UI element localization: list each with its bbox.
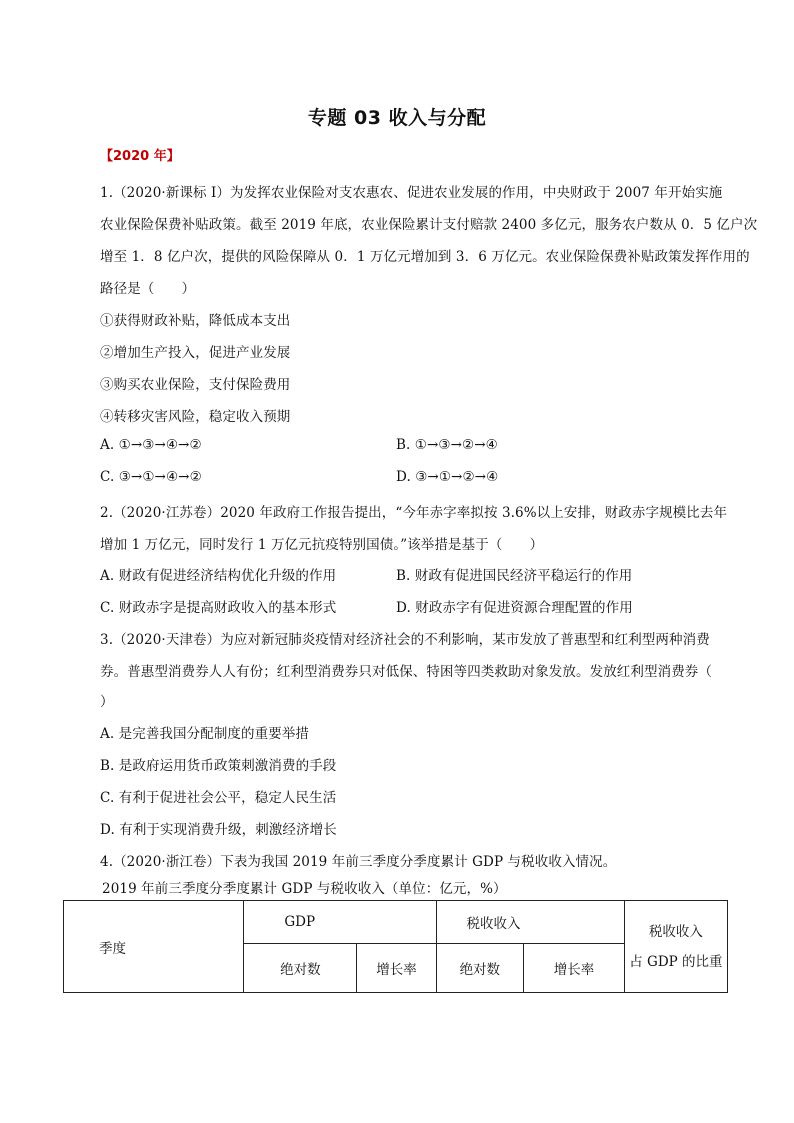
q1-stem-line: 路径是（ ） <box>100 281 196 297</box>
header-ratio <box>624 901 727 993</box>
q3-option-a: A. 是完善我国分配制度的重要举措 <box>100 726 310 742</box>
header-gdp: GDP <box>244 901 436 944</box>
q1-option-d: D. ③→①→②→④ <box>396 469 499 485</box>
q2-stem-line: 2.（2020·江苏卷）2020 年政府工作报告提出，“今年赤字率拟按 3.6%以上安排，财政赤字规模比去年 <box>100 505 728 521</box>
header-tax-absolute: 绝对数 <box>436 944 524 993</box>
q3-stem-line: ） <box>100 694 114 710</box>
q4-stem: 4.（2020·浙江卷）下表为我国 2019 年前三季度分季度累计 GDP 与税收收入情况。 <box>100 854 617 870</box>
q2-option-c: C. 财政赤字是提高财政收入的基本形式 <box>100 600 337 616</box>
q1-stem-line: 1.（2020·新课标 I）为发挥农业保险对支农惠农、促进农业发展的作用，中央财政于 2007 年开始实施 <box>100 185 723 201</box>
table-caption: 2019 年前三季度分季度累计 GDP 与税收收入（单位：亿元，%） <box>102 881 507 897</box>
header-gdp-absolute: 绝对数 <box>244 944 357 993</box>
q1-item: ①获得财政补贴，降低成本支出 <box>100 313 291 329</box>
q1-option-c: C. ③→①→④→② <box>100 469 202 485</box>
header-season: 季度 <box>64 901 244 993</box>
header-ratio-line: 税收收入 <box>648 923 703 940</box>
q3-option-c: C. 有利于促进社会公平，稳定人民生活 <box>100 790 337 806</box>
q3-option-b: B. 是政府运用货币政策刺激消费的手段 <box>100 758 337 774</box>
gdp-tax-table <box>63 900 728 993</box>
q2-option-d: D. 财政赤字有促进资源合理配置的作用 <box>396 600 633 616</box>
q2-option-a: A. 财政有促进经济结构优化升级的作用 <box>100 568 337 584</box>
q2-option-b: B. 财政有促进国民经济平稳运行的作用 <box>396 568 633 584</box>
q1-item: ④转移灾害风险，稳定收入预期 <box>100 409 291 425</box>
header-tax: 税收收入 <box>436 901 624 944</box>
q1-stem-line: 增至 1．8 亿户次，提供的风险保障从 0．1 万亿元增加到 3．6 万亿元。农业保险保费补贴政策发挥作用的 <box>100 249 750 265</box>
header-tax-growth: 增长率 <box>524 944 625 993</box>
page-title: 专题 03 收入与分配 <box>307 107 487 129</box>
q1-item: ②增加生产投入，促进产业发展 <box>100 345 291 361</box>
q3-option-d: D. 有利于实现消费升级，刺激经济增长 <box>100 822 337 838</box>
table-header-row <box>64 901 728 944</box>
q1-option-b: B. ①→③→②→④ <box>396 437 498 453</box>
q2-stem-line: 增加 1 万亿元，同时发行 1 万亿元抗疫特别国债。”该举措是基于（ ） <box>100 537 544 553</box>
header-ratio-line: 占 GDP 的比重 <box>629 953 723 970</box>
q3-stem-line: 券。普惠型消费券人人有份；红利型消费券只对低保、特困等四类救助对象发放。发放红利型消费券（ <box>100 664 712 680</box>
q1-stem-line: 农业保险保费补贴政策。截至 2019 年底，农业保险累计支付赔款 2400 多亿元，服务农户数从 0．5 亿户次 <box>100 217 758 233</box>
q1-item: ③购买农业保险，支付保险费用 <box>100 377 291 393</box>
q1-option-a: A. ①→③→④→② <box>100 437 202 453</box>
q3-stem-line: 3.（2020·天津卷）为应对新冠肺炎疫情对经济社会的不利影响，某市发放了普惠型和红利型两种消费 <box>100 632 710 648</box>
year-tag: 【2020 年】 <box>100 149 180 164</box>
header-gdp-growth: 增长率 <box>357 944 436 993</box>
